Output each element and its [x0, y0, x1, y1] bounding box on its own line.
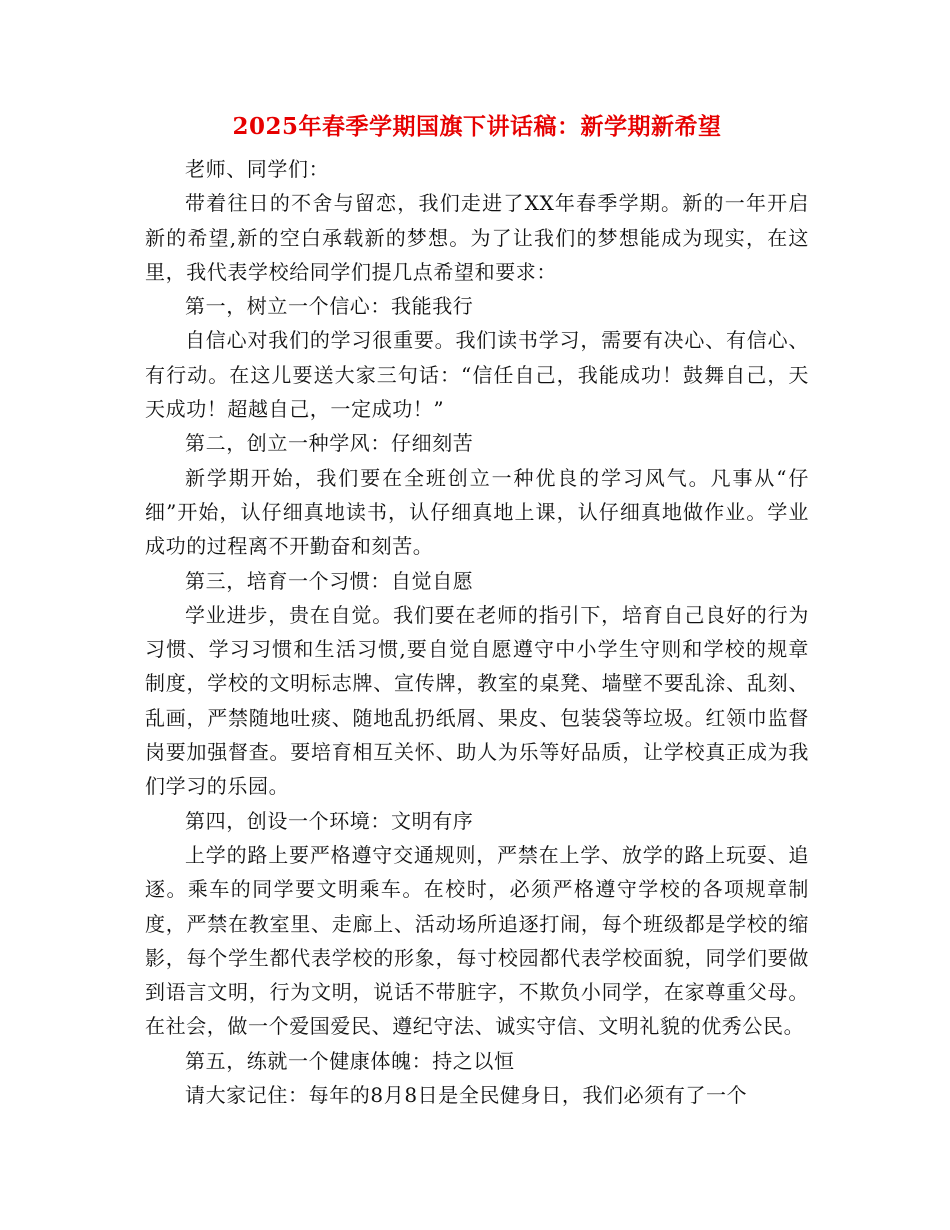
section-heading-1: 第一，树立一个信心：我能我行 — [185, 294, 474, 319]
section-paragraph-3: 学业进步，贵在自觉。我们要在老师的指引下，培育自己良好的行为习惯、学习习惯和生活习惯,要自觉自愿遵守中小学生守则和学校的规章制度，学校的文明标志牌、宣传牌，教室的桌凳、墙壁不要乱涂、乱刻、乱画，严禁随地吐痰、随地乱扔纸屑、果皮、包装袋等垃圾。红领巾监督岗要加强督查。要培育相互关怀、助人为乐等好品质，让学校真正成为我们学习的乐园。 — [145, 602, 809, 799]
section-heading-3: 第三，培育一个习惯：自觉自愿 — [185, 568, 474, 593]
greeting-paragraph: 老师、同学们： — [185, 157, 330, 181]
section-heading-2: 第二，创立一种学风：仔细刻苦 — [185, 431, 474, 456]
section-heading-4: 第四，创设一个环境：文明有序 — [185, 808, 474, 833]
section-paragraph-2: 新学期开始，我们要在全班创立一种优良的学习风气。凡事从“仔细”开始，认仔细真地读书，认仔细真地上课，认仔细真地做作业。学业成功的过程离不开勤奋和刻苦。 — [145, 465, 809, 559]
section-paragraph-4: 上学的路上要严格遵守交通规则，严禁在上学、放学的路上玩耍、追逐。乘车的同学要文明乘车。在校时，必须严格遵守学校的各项规章制度，严禁在教室里、走廊上、活动场所追逐打闹，每个班级都是学校的缩影，每个学生都代表学校的形象，每寸校园都代表学校面貌，同学们要做到语言文明，行为文明，说话不带脏字，不欺负小同学，在家尊重父母。在社会，做一个爱国爱民、遵纪守法、诚实守信、文明礼貌的优秀公民。 — [145, 842, 809, 1039]
section-paragraph-1: 自信心对我们的学习很重要。我们读书学习，需要有决心、有信心、有行动。在这儿要送大家三句话：“信任自己，我能成功！鼓舞自己，天天成功！超越自己，一定成功！” — [145, 328, 809, 422]
document-body — [145, 152, 809, 1112]
document-title: 2025年春季学期国旗下讲话稿：新学期新希望 — [232, 113, 722, 140]
section-paragraph-5: 请大家记住：每年的8月8日是全民健身日，我们必须有了一个 — [185, 1083, 748, 1108]
section-heading-5: 第五，练就一个健康体魄：持之以恒 — [185, 1048, 515, 1073]
intro-paragraph: 带着往日的不舍与留恋，我们走进了XX年春季学期。新的一年开启新的希望,新的空白承载新的梦想。为了让我们的梦想能成为现实，在这里，我代表学校给同学们提几点希望和要求： — [145, 191, 809, 284]
